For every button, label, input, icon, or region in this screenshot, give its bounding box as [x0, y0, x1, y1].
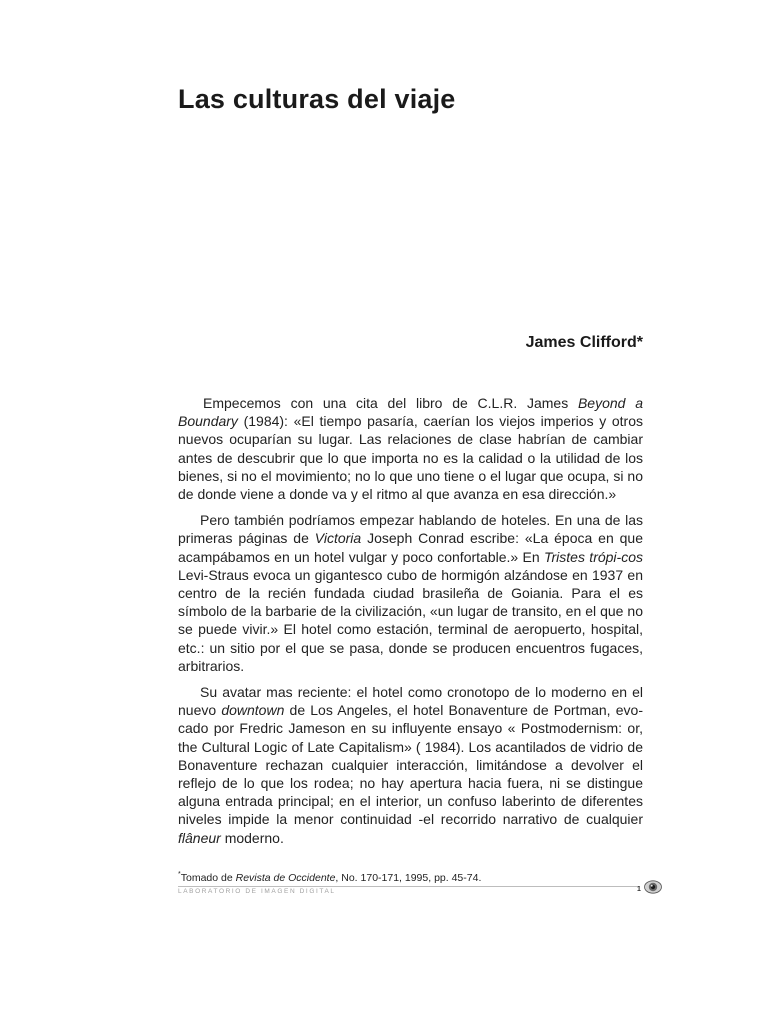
paragraph-text: Pero también podríamos empezar hablando de hoteles. En una de las primeras páginas de — [178, 512, 643, 547]
book-title: Victoria — [314, 530, 362, 547]
footnote-source: Revista de Occidente — [235, 872, 336, 884]
article-body — [178, 394, 643, 855]
footer-divider — [178, 886, 640, 887]
footnote-details: , No. 170-171, 1995, pp. 45-74. — [335, 872, 482, 884]
footnote-mark: * — [178, 871, 181, 878]
book-title: Tristes trópi-cos — [544, 548, 643, 565]
footer-lab-name: LABORATORIO DE IMAGEN DIGITAL — [178, 888, 336, 895]
footnote-prefix: Tomado de — [180, 872, 236, 884]
emphasized-word: downtown — [221, 702, 285, 719]
paragraph-text: Su avatar mas reciente: el hotel como cronotopo de lo moderno en el nuevo — [178, 684, 643, 719]
paragraph-2 — [178, 511, 643, 675]
author-name: James Clifford* — [525, 334, 643, 351]
page-title: Las culturas del viaje — [178, 84, 456, 114]
paragraph-3 — [178, 683, 643, 847]
paragraph-text: Empecemos con una cita del libro de C.L.R. James — [203, 395, 578, 411]
paragraph-1 — [178, 394, 643, 503]
paragraph-text: moderno. — [220, 829, 284, 846]
eye-icon — [644, 880, 662, 894]
emphasized-word: flâneur — [178, 829, 221, 846]
paragraph-text: (1984): «El tiempo pasaría, caerían los viejos imperios y otros nuevos ocuparían su lugar. Las relaciones de clase habrían de cambiar antes de descubrir que lo que importa no es la calidad o la utilidad de los bienes, si no el movimiento; no lo que uno tiene o el lugar que ocupa, si no de donde viene a donde va y el ritmo al que avanza en esa dirección.» — [178, 413, 643, 503]
paragraph-text: Joseph Conrad escribe: «La época en que acampábamos en un hotel vulgar y poco confortable.» En — [178, 530, 643, 565]
paragraph-text: Levi-Straus evoca un gigantesco cubo de hormigón alzándose en 1937 en centro de la recién fundada ciudad brasileña de Goiania. Para el es símbolo de la barbarie de la civilización, «un lugar de transito, en el que no se puede vivir.» El hotel como estación, terminal de aeropuerto, hospital, etc.: un sitio por el que se pasa, donde se producen encuentros fugaces, arbitrarios. — [178, 566, 643, 674]
paragraph-text: de Los Angeles, el hotel Bonaventure de Portman, evo-cado por Fredric Jameson en su influyente ensayo « Postmodernism: or, the Cultural Logic of Late Capitalism» ( 1984). Los acantilados de vidrio de Bonaventure rechazan cualquier interacción, limitándose a devolver el reflejo de lo que los rodea; no hay apertura hacia fuera, ni se distingue alguna entrada principal; en el interior, un confuso laberinto de diferentes niveles impide la menor continuidad -el recorrido narrativo de cualquier — [178, 702, 643, 828]
footnote — [178, 872, 643, 884]
page-number: 1 — [637, 886, 641, 893]
book-title: Beyond a Boundary — [178, 395, 643, 430]
